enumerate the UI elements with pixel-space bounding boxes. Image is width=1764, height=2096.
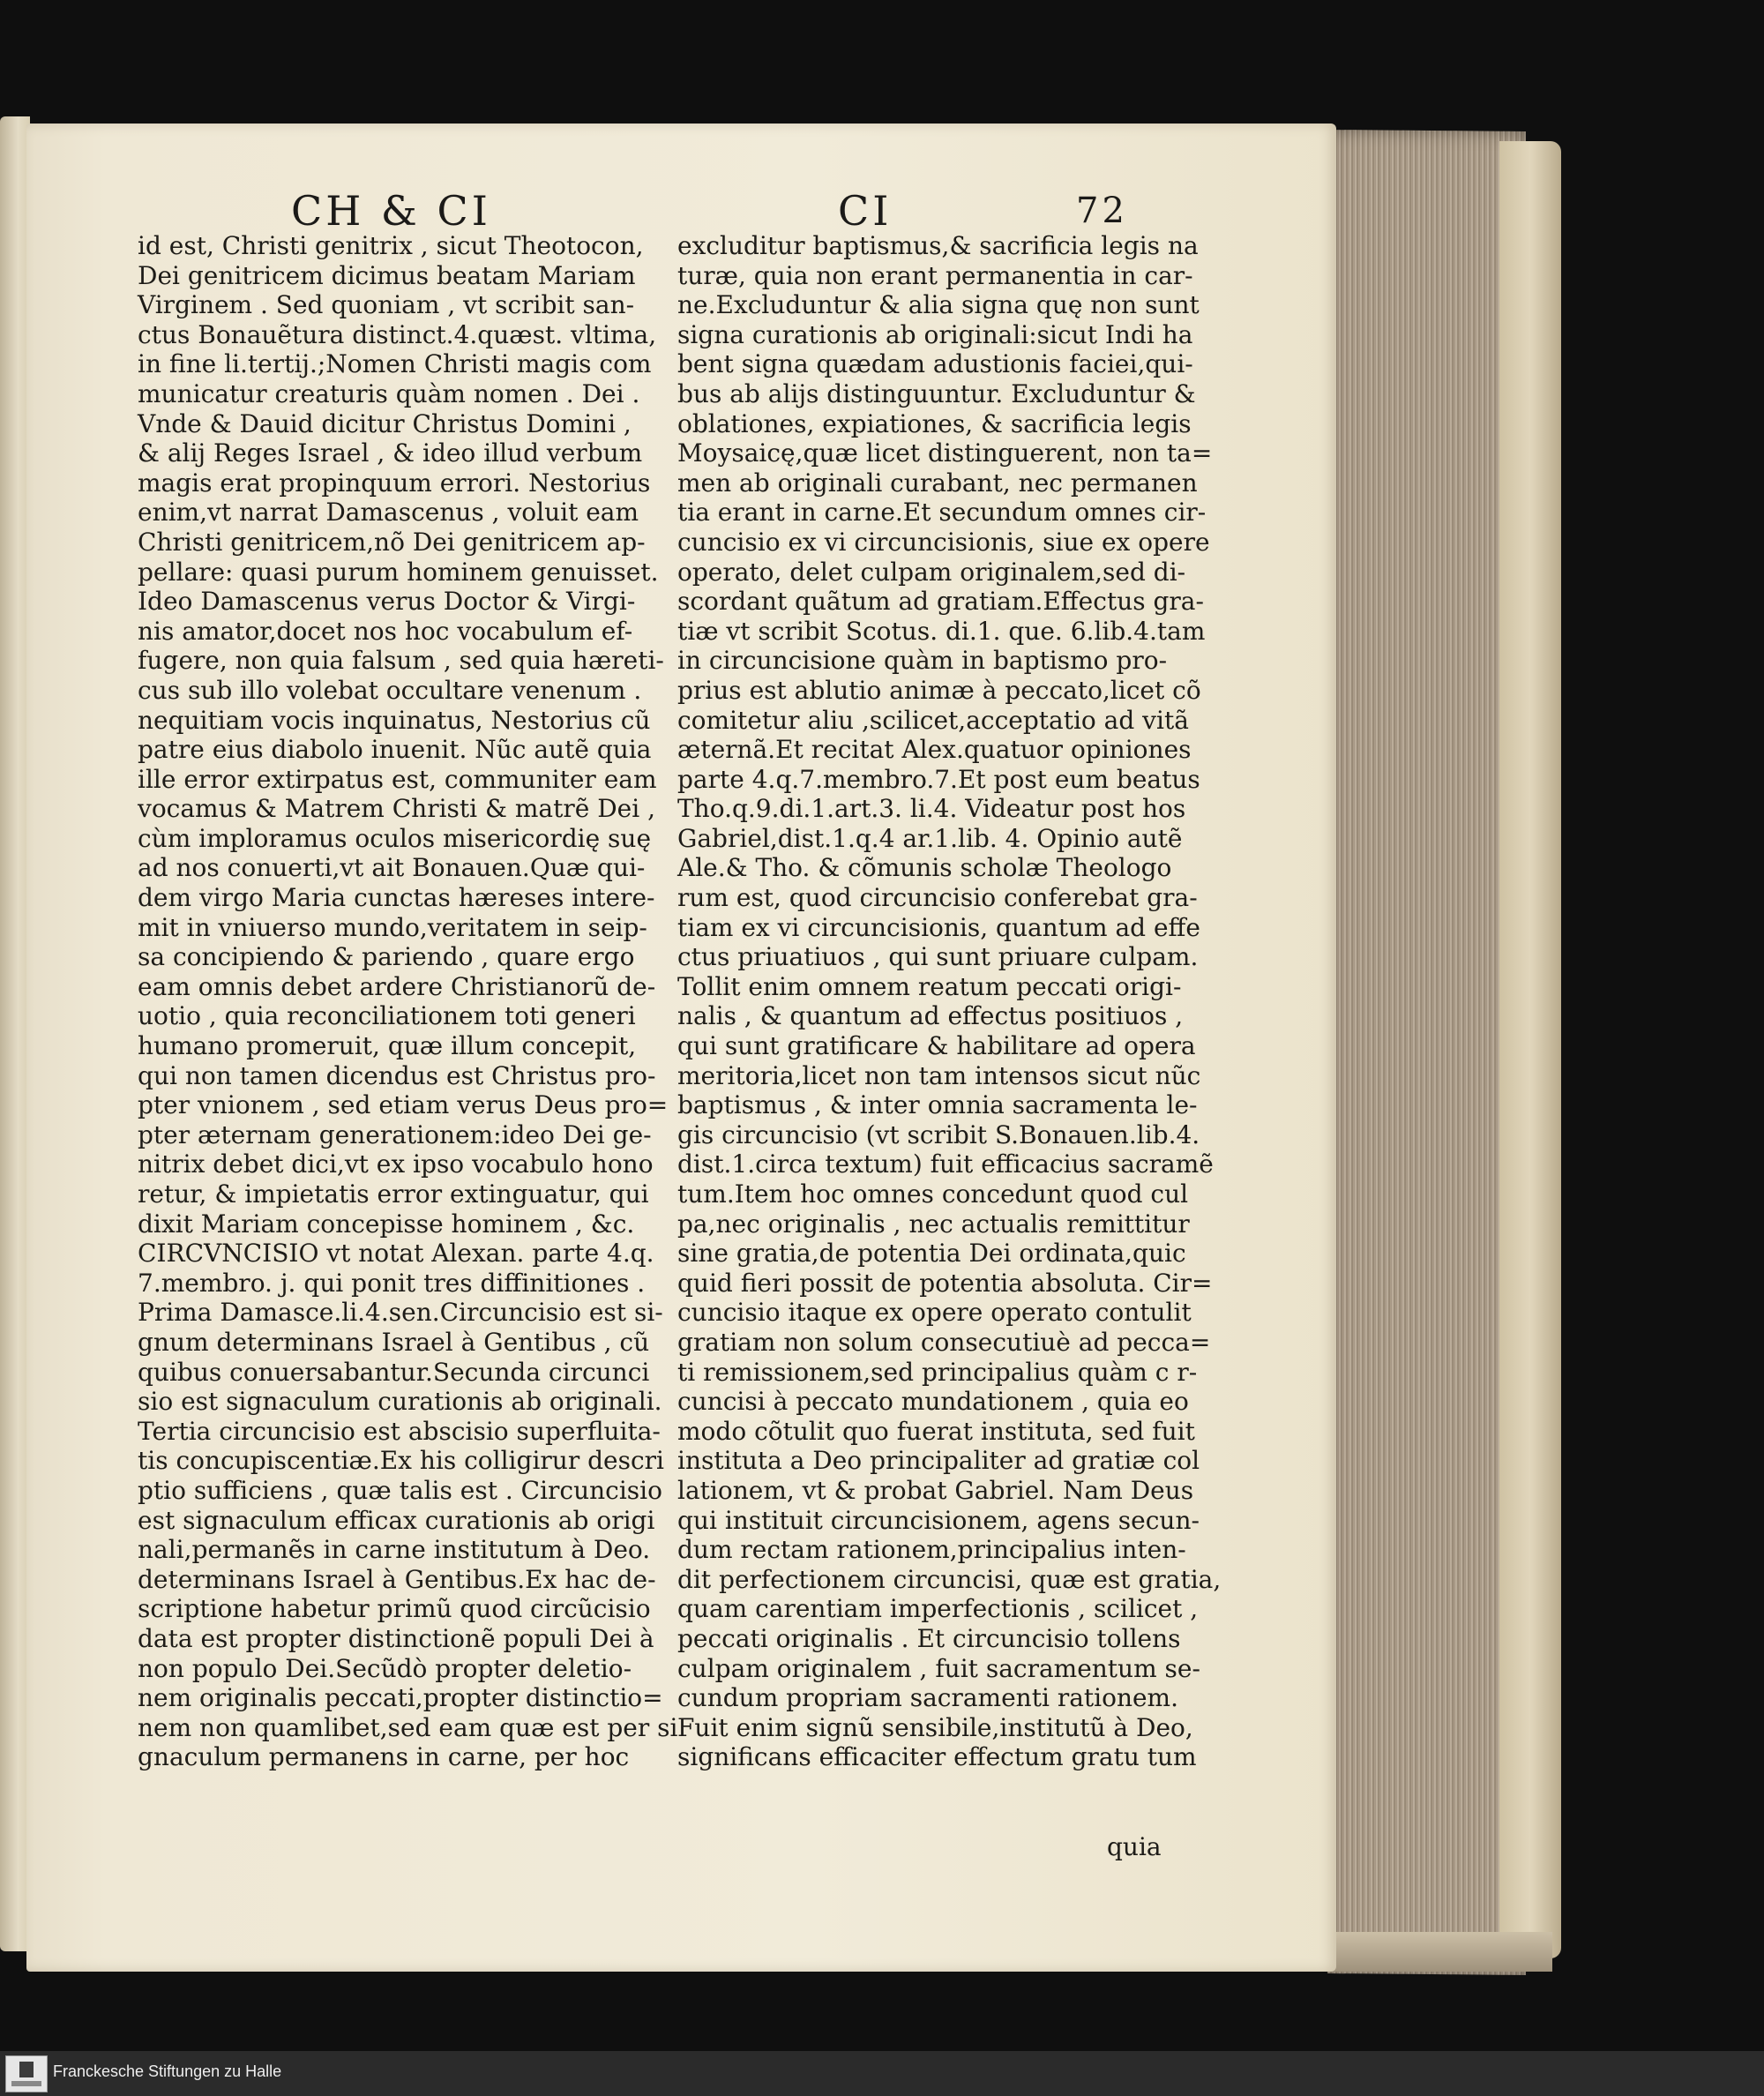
text-line: comitetur aliu ,scilicet,acceptatio ad vitã xyxy=(677,705,1189,735)
text-line: signa curationis ab originali:sicut Indi ha xyxy=(677,319,1193,349)
text-line: nequitiam vocis inquinatus, Nestorius cũ xyxy=(138,705,651,735)
text-line: Ideo Damascenus verus Doctor & Virgi- xyxy=(138,587,636,617)
institution-logo-icon xyxy=(5,2055,48,2092)
text-line: Tho.q.9.di.1.art.3. li.4. Videatur post hos xyxy=(677,794,1186,824)
footer-bar xyxy=(0,2051,1764,2096)
text-line: bent signa quædam adustionis faciei,qui- xyxy=(677,349,1193,379)
text-line: cuncisio itaque ex opere operato contulit xyxy=(677,1298,1192,1328)
text-line: uotio , quia reconciliationem toti generi xyxy=(138,1001,636,1031)
text-line: Virginem . Sed quoniam , vt scribit san- xyxy=(138,290,635,320)
text-line: Gabriel,dist.1.q.4 ar.1.lib. 4. Opinio autẽ xyxy=(677,823,1183,853)
footer-institution: Franckesche Stiftungen zu Halle xyxy=(53,2062,282,2080)
text-line: Ale.& Tho. & cõmunis scholæ Theologo xyxy=(677,853,1172,883)
text-line: CIRCVNCISIO vt notat Alexan. parte 4.q. xyxy=(138,1239,654,1269)
text-line: cundum propriam sacramenti rationem. xyxy=(677,1683,1179,1713)
text-line: nem originalis peccati,propter distinctio= xyxy=(138,1683,663,1713)
text-line: est signaculum efficax curationis ab origi xyxy=(138,1505,655,1535)
text-line: vocamus & Matrem Christi & matrẽ Dei , xyxy=(138,794,655,824)
text-line: sa concipiendo & pariendo , quare ergo xyxy=(138,942,635,972)
text-line: enim,vt narrat Damascenus , voluit eam xyxy=(138,498,639,528)
text-line: pa,nec originalis , nec actualis remittitur xyxy=(677,1209,1190,1239)
text-line: tiam ex vi circuncisionis, quantum ad effe xyxy=(677,912,1201,942)
text-line: tia erant in carne.Et secundum omnes cir- xyxy=(677,498,1207,528)
text-line: Vnde & Dauid dicitur Christus Domini , xyxy=(138,408,632,438)
text-line: ne.Excluduntur & alia signa quę non sunt xyxy=(677,290,1200,320)
text-line: oblationes, expiationes, & sacrificia legis xyxy=(677,408,1192,438)
text-line: quam carentiam imperfectionis , scilicet , xyxy=(677,1594,1199,1624)
text-line: nitrix debet dici,vt ex ipso vocabulo hono xyxy=(138,1149,654,1179)
text-line: ad nos conuerti,vt ait Bonauen.Quæ qui- xyxy=(138,853,646,883)
text-line: ctus Bonauẽtura distinct.4.quæst. vltima, xyxy=(138,319,657,349)
text-line: Moysaicę,quæ licet distinguerent, non ta= xyxy=(677,438,1213,468)
text-line: cuncisio ex vi circuncisionis, siue ex opere xyxy=(677,527,1210,557)
text-line: sio est signaculum curationis ab originali. xyxy=(138,1387,662,1417)
text-line: humano promeruit, quæ illum concepit, xyxy=(138,1031,637,1061)
text-line: 7.membro. j. qui ponit tres diffinitiones . xyxy=(138,1268,646,1298)
text-line: modo cõtulit quo fuerat instituta, sed fuit xyxy=(677,1416,1195,1446)
text-line: in circuncisione quàm in baptismo pro- xyxy=(677,646,1168,676)
text-line: eam omnis debet ardere Christianorũ de- xyxy=(138,971,656,1001)
text-line: scordant quãtum ad gratiam.Effectus gra- xyxy=(677,587,1204,617)
text-line: & alij Reges Israel , & ideo illud verbum xyxy=(138,438,643,468)
text-line: gis circuncisio (vt scribit S.Bonauen.lib.4. xyxy=(677,1119,1200,1149)
text-line: Dei genitricem dicimus beatam Mariam xyxy=(138,260,636,290)
text-line: meritoria,licet non tam intensos sicut nũc xyxy=(677,1060,1201,1090)
text-line: ctus priuatiuos , qui sunt priuare culpam. xyxy=(677,942,1199,972)
text-line: tum.Item hoc omnes concedunt quod cul xyxy=(677,1179,1189,1209)
right-text-column xyxy=(677,231,1222,1772)
left-text-column xyxy=(138,231,678,1772)
text-line: in fine li.tertij.;Nomen Christi magis com xyxy=(138,349,652,379)
text-line: fugere, non quia falsum , sed quia hæreti- xyxy=(138,646,664,676)
text-line: mit in vniuerso mundo,veritatem in seip- xyxy=(138,912,647,942)
text-line: quid fieri possit de potentia absoluta. Cir= xyxy=(677,1268,1213,1298)
text-line: rum est, quod circuncisio conferebat gra- xyxy=(677,883,1198,913)
text-line: nem non quamlibet,sed eam quæ est per si xyxy=(138,1712,678,1742)
book-bottom-edge xyxy=(1323,1932,1552,1972)
text-line: tiæ vt scribit Scotus. di.1. que. 6.lib.4.tam xyxy=(677,616,1206,646)
text-line: municatur creaturis quàm nomen . Dei . xyxy=(138,378,640,408)
text-line: retur, & impietatis error extinguatur, qui xyxy=(138,1179,649,1209)
text-line: pter vnionem , sed etiam verus Deus pro= xyxy=(138,1090,669,1120)
left-page-edge xyxy=(0,116,30,1951)
text-line: nali,permanẽs in carne institutum à Deo. xyxy=(138,1535,651,1565)
text-line: significans efficaciter effectum gratu tum xyxy=(677,1742,1197,1772)
text-line: scriptione habetur primũ quod circũcisio xyxy=(138,1594,651,1624)
text-line: dixit Mariam concepisse hominem , &c. xyxy=(138,1209,635,1239)
text-line: culpam originalem , fuit sacramentum se- xyxy=(677,1653,1200,1683)
text-line: cùm imploramus oculos misericordię suę xyxy=(138,823,652,853)
book-fore-edge xyxy=(1327,130,1526,1975)
header-left: CH & CI xyxy=(291,187,491,235)
folio-number: 72 xyxy=(1076,191,1128,231)
text-line: baptismus , & inter omnia sacramenta le- xyxy=(677,1090,1198,1120)
text-line: cuncisi à peccato mundationem , quia eo xyxy=(677,1387,1189,1417)
text-line: pter æternam generationem:ideo Dei ge- xyxy=(138,1119,652,1149)
text-line: Tertia circuncisio est abscisio superfluita- xyxy=(138,1416,661,1446)
text-line: men ab originali curabant, nec permanen xyxy=(677,468,1198,498)
text-line: quibus conuersabantur.Secunda circunci xyxy=(138,1357,650,1387)
text-line: pellare: quasi purum hominem genuisset. xyxy=(138,557,659,587)
text-line: ptio sufficiens , quæ talis est . Circuncisio xyxy=(138,1475,662,1505)
text-line: operato, delet culpam originalem,sed di- xyxy=(677,557,1186,587)
text-line: excluditur baptismus,& sacrificia legis na xyxy=(677,231,1199,260)
text-line: qui non tamen dicendus est Christus pro- xyxy=(138,1060,656,1090)
text-line: gnum determinans Israel à Gentibus , cũ xyxy=(138,1327,650,1357)
text-line: lationem, vt & probat Gabriel. Nam Deus xyxy=(677,1475,1194,1505)
text-line: dist.1.circa textum) fuit efficacius sacramẽ xyxy=(677,1149,1214,1179)
text-line: prius est ablutio animæ à peccato,licet cõ xyxy=(677,675,1201,705)
text-line: gratiam non solum consecutiuè ad pecca= xyxy=(677,1327,1211,1357)
header-center: CI xyxy=(838,187,893,235)
text-line: turæ, quia non erant permanentia in car- xyxy=(677,260,1193,290)
text-line: sine gratia,de potentia Dei ordinata,quic xyxy=(677,1239,1186,1269)
catchword: quia xyxy=(1107,1832,1162,1861)
text-line: bus ab alijs distinguuntur. Excluduntur & xyxy=(677,378,1196,408)
text-line: Prima Damasce.li.4.sen.Circuncisio est si- xyxy=(138,1298,663,1328)
text-line: non populo Dei.Secũdò propter deletio- xyxy=(138,1653,632,1683)
book-cover-edge xyxy=(1499,141,1561,1958)
text-line: peccati originalis . Et circuncisio tollens xyxy=(677,1623,1181,1653)
text-line: dum rectam rationem,principalius inten- xyxy=(677,1535,1186,1565)
text-line: nis amator,docet nos hoc vocabulum ef- xyxy=(138,616,633,646)
text-line: dit perfectionem circuncisi, quæ est gratia, xyxy=(677,1564,1222,1594)
text-line: magis erat propinquum errori. Nestorius xyxy=(138,468,651,498)
text-line: dem virgo Maria cunctas hæreses intere- xyxy=(138,883,655,913)
text-line: patre eius diabolo inuenit. Nũc autẽ quia xyxy=(138,735,652,765)
text-line: id est, Christi genitrix , sicut Theotocon, xyxy=(138,231,644,260)
text-line: qui instituit circuncisionem, agens secun- xyxy=(677,1505,1200,1535)
text-line: determinans Israel à Gentibus.Ex hac de- xyxy=(138,1564,656,1594)
text-line: nalis , & quantum ad effectus positiuos , xyxy=(677,1001,1184,1031)
text-line: data est propter distinctionẽ populi Dei à xyxy=(138,1623,654,1653)
text-line: Christi genitricem,nõ Dei genitricem ap- xyxy=(138,527,646,557)
text-line: gnaculum permanens in carne, per hoc xyxy=(138,1742,630,1772)
text-line: Fuit enim signũ sensibile,institutũ à Deo, xyxy=(677,1712,1193,1742)
text-line: ille error extirpatus est, communiter eam xyxy=(138,764,657,794)
text-line: cus sub illo volebat occultare venenum . xyxy=(138,675,642,705)
text-line: ti remissionem,sed principalius quàm c r- xyxy=(677,1357,1198,1387)
text-line: qui sunt gratificare & habilitare ad opera xyxy=(677,1031,1196,1061)
text-line: instituta a Deo principaliter ad gratiæ col xyxy=(677,1446,1200,1476)
text-line: parte 4.q.7.membro.7.Et post eum beatus xyxy=(677,764,1200,794)
text-line: tis concupiscentiæ.Ex his colligirur descri xyxy=(138,1446,664,1476)
text-line: Tollit enim omnem reatum peccati origi- xyxy=(677,971,1182,1001)
text-line: æternã.Et recitat Alex.quatuor opiniones xyxy=(677,735,1192,765)
